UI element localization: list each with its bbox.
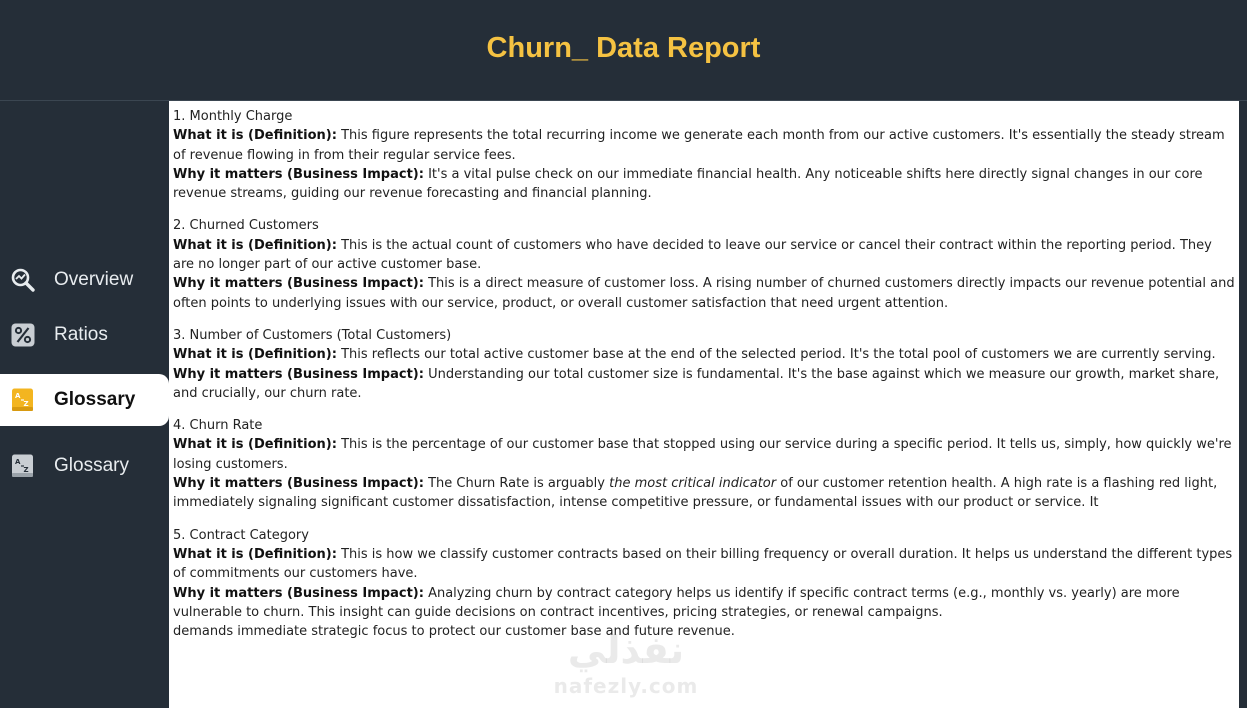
glossary-term [173, 326, 1235, 403]
term-impact [173, 274, 1235, 313]
impact-text: The Churn Rate is arguably [428, 476, 610, 492]
term-title: 2. Churned Customers [173, 218, 319, 234]
watermark-arabic: نفذلي [567, 628, 685, 672]
term-title: 5. Contract Category [173, 527, 309, 543]
sidebar-item-label: Glossary [54, 455, 129, 476]
report-header [0, 0, 1247, 100]
glossary-term [173, 107, 1235, 203]
svg-text:Z: Z [23, 400, 29, 408]
definition-label: What it is (Definition): [173, 437, 337, 453]
term-definition [173, 345, 1235, 364]
definition-label: What it is (Definition): [173, 237, 337, 253]
term-impact [173, 474, 1235, 513]
impact-label: Why it matters (Business Impact): [173, 366, 424, 382]
term-impact [173, 584, 1235, 623]
sidebar-item-label: Glossary [54, 389, 136, 410]
definition-text: This is the percentage of our customer base that stopped using our service during a specific period. It tells us, simply, how quickly we're losing customers. [173, 437, 1232, 472]
definition-text: This is the actual count of customers who have decided to leave our service or cancel their contract within the reporting period. They are no longer part of our active customer base. [173, 237, 1212, 273]
impact-text: Analyzing churn by contract category helps us identify if specific contract terms (e.g., monthly vs. yearly) are more vulnerable to churn. This insight can guide decisions on contract incentives, pricing strategies, or renewal campaigns. [173, 585, 1180, 620]
definition-text: This reflects our total active customer base at the end of the selected period. It's the total pool of customers we are currently serving. [341, 347, 1216, 363]
impact-label: Why it matters (Business Impact): [173, 585, 424, 601]
watermark-latin: nafezly.com [553, 674, 699, 698]
definition-label: What it is (Definition): [173, 347, 337, 363]
sidebar-nav [0, 101, 169, 708]
impact-label: Why it matters (Business Impact): [173, 476, 424, 492]
svg-text:Z: Z [23, 466, 29, 474]
percent-icon [10, 322, 36, 348]
definition-label: What it is (Definition): [173, 128, 337, 144]
term-title: 1. Monthly Charge [173, 109, 293, 124]
trailing-text: demands immediate strategic focus to protect our customer base and future revenue. [173, 624, 735, 640]
watermark [546, 628, 706, 698]
impact-label: Why it matters (Business Impact): [173, 276, 424, 292]
impact-text: This is a direct measure of customer loss. A rising number of churned customers directly impacts our revenue potential and often points to underlying issues with our service, product, or overall customer satisfaction that need urgent attention. [173, 276, 1235, 311]
term-definition [173, 236, 1235, 275]
svg-text:A: A [15, 392, 21, 400]
glossary-panel[interactable] [169, 101, 1239, 708]
term-definition [173, 545, 1235, 584]
sidebar-item-glossary[interactable] [0, 440, 169, 492]
term-title: 4. Churn Rate [173, 418, 263, 434]
glossary-term [173, 526, 1235, 642]
impact-text: of our customer retention health. A high rate is a flashing red light, immediately signaling significant customer dissatisfaction, intense competitive pressure, or fundamental issues with our product or service. It [173, 476, 1218, 511]
a-z-book-icon [10, 387, 36, 413]
magnifier-chart-icon [10, 267, 36, 293]
impact-text: Understanding our total customer size is fundamental. It's the base against which we measure our growth, market share, and crucially, our churn rate. [173, 366, 1220, 401]
impact-text: It's a vital pulse check on our immediate financial health. Any noticeable shifts here directly signal changes in our core revenue streams, guiding our revenue forecasting and financial planning. [173, 166, 1203, 202]
definition-text: This is how we classify customer contracts based on their billing frequency or overall duration. It helps us understand the different types of commitments our customers have. [173, 546, 1233, 582]
sidebar-item-label: Ratios [54, 324, 108, 345]
sidebar-item-ratios[interactable] [0, 309, 169, 361]
sidebar-item-label: Overview [54, 269, 134, 290]
term-definition [173, 126, 1235, 165]
term-title: 3. Number of Customers (Total Customers) [173, 327, 452, 343]
sidebar-item-overview[interactable] [0, 254, 169, 306]
sidebar-item-glossary-active[interactable] [0, 374, 169, 426]
impact-emphasis: the most critical indicator [609, 476, 777, 492]
report-title: Churn_ Data Report [486, 31, 761, 64]
scrollbar-track[interactable] [1239, 101, 1247, 708]
glossary-term [173, 416, 1235, 512]
term-impact [173, 165, 1235, 204]
term-definition [173, 435, 1235, 474]
term-impact [173, 365, 1235, 404]
impact-label: Why it matters (Business Impact): [173, 166, 424, 182]
definition-label: What it is (Definition): [173, 546, 337, 562]
svg-text:A: A [15, 458, 21, 466]
glossary-term [173, 216, 1235, 312]
definition-text: This figure represents the total recurring income we generate each month from our active customers. It's essentially the steady stream of revenue flowing in from their regular service fees. [173, 128, 1225, 163]
a-z-sort-icon [10, 453, 36, 479]
